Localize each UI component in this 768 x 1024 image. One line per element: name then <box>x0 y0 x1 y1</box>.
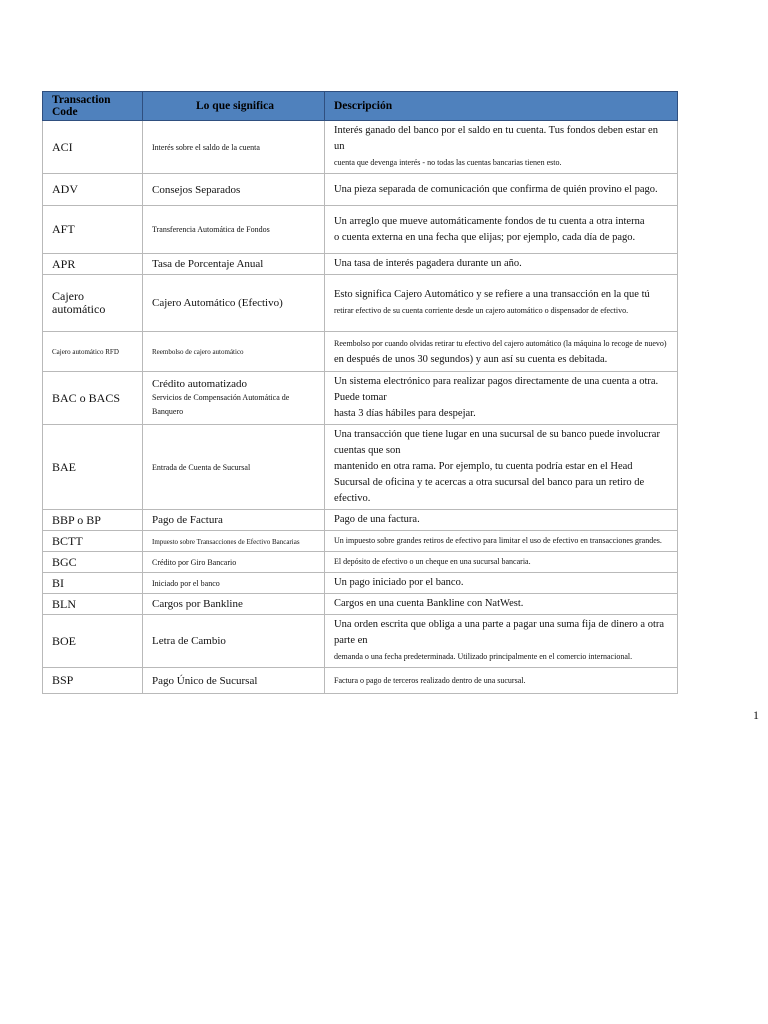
meaning-cell <box>143 425 325 510</box>
code-cell: BAC o BACS <box>43 372 143 425</box>
code-cell <box>43 332 143 372</box>
code-cell: BOE <box>43 615 143 668</box>
description-cell <box>325 594 678 615</box>
code-cell: BLN <box>43 594 143 615</box>
meaning-cell <box>143 552 325 573</box>
description-cell <box>325 372 678 425</box>
meaning-text: Transferencia Automática de Fondos <box>152 225 270 234</box>
description-line: hasta 3 días hábiles para despejar. <box>334 408 476 419</box>
description-cell <box>325 174 678 206</box>
description-cell <box>325 254 678 275</box>
code-cell: BGC <box>43 552 143 573</box>
description-line: en después de unos 30 segundos) y aun así su cuenta es debitada. <box>334 353 608 365</box>
description-line: o cuenta externa en una fecha que elijas; por ejemplo, cada día de pago. <box>334 231 636 243</box>
table-row <box>43 425 678 510</box>
meaning-cell <box>143 372 325 425</box>
description-line: Una orden escrita que obliga a una parte a pagar una suma fija de dinero a otra parte en <box>334 619 665 646</box>
meaning-cell: Pago de Factura <box>143 510 325 531</box>
description-cell <box>325 510 678 531</box>
description-line: Una tasa de interés pagadera durante un año. <box>334 258 522 269</box>
table-row <box>43 275 678 332</box>
description-line: Una pieza separada de comunicación que confirma de quién provino el pago. <box>334 183 658 195</box>
table-row <box>43 332 678 372</box>
description-line: Un impuesto sobre grandes retiros de efectivo para limitar el uso de efectivo en transacciones grandes. <box>334 536 662 545</box>
description-line: Sucursal de oficina y te acercas a otra sucursal del banco para un retiro de efectivo. <box>334 477 645 504</box>
meaning-text: Entrada de Cuenta de Sucursal <box>152 462 251 472</box>
description-cell <box>325 332 678 372</box>
table-row <box>43 615 678 668</box>
description-cell <box>325 573 678 594</box>
description-line: Cargos en una cuenta Bankline con NatWest. <box>334 598 524 609</box>
table-row <box>43 510 678 531</box>
description-line: retirar efectivo de su cuenta corriente desde un cajero automático o dispensador de efectivo. <box>334 306 629 315</box>
page-number: 1 <box>753 708 759 722</box>
table-row <box>43 552 678 573</box>
transaction-codes-table <box>42 91 678 694</box>
meaning-line: Servicios de Compensación Automática de Banquero <box>152 393 290 416</box>
description-cell <box>325 615 678 668</box>
code-cell: ADV <box>43 174 143 206</box>
meaning-cell <box>143 121 325 174</box>
table-row <box>43 254 678 275</box>
description-cell <box>325 275 678 332</box>
header-description: Descripción <box>325 92 678 121</box>
meaning-cell <box>143 531 325 552</box>
meaning-cell: Consejos Separados <box>143 174 325 206</box>
description-line: Un sistema electrónico para realizar pagos directamente de una cuenta a otra. Puede tomar <box>334 376 659 403</box>
table-row <box>43 372 678 425</box>
table-row <box>43 573 678 594</box>
description-cell <box>325 552 678 573</box>
meaning-cell <box>143 206 325 254</box>
description-line: Esto significa Cajero Automático y se refiere a una transacción en la que tú <box>334 289 650 300</box>
description-line: mantenido en otra rama. Por ejemplo, tu cuenta podría estar en el Head <box>334 461 633 472</box>
description-line: Pago de una factura. <box>334 514 420 525</box>
table-header-row <box>43 92 678 121</box>
code-cell: BSP <box>43 668 143 694</box>
table-row <box>43 668 678 694</box>
header-transaction-code: Transaction Code <box>43 92 143 121</box>
description-line: demanda o una fecha predeterminada. Utilizado principalmente en el comercio internacional. <box>334 652 633 661</box>
table-row <box>43 531 678 552</box>
code-cell: AFT <box>43 206 143 254</box>
meaning-cell: Cargos por Bankline <box>143 594 325 615</box>
table-row <box>43 594 678 615</box>
code-text: Cajero automático RFD <box>52 348 119 356</box>
meaning-text: Interés sobre el saldo de la cuenta <box>152 142 260 152</box>
description-cell <box>325 531 678 552</box>
code-cell: APR <box>43 254 143 275</box>
description-line: El depósito de efectivo o un cheque en una sucursal bancaria. <box>334 557 531 566</box>
description-line: Interés ganado del banco por el saldo en tu cuenta. Tus fondos deben estar en un <box>334 125 658 152</box>
description-cell <box>325 425 678 510</box>
meaning-text: Crédito por Giro Bancario <box>152 557 237 567</box>
description-line: Reembolso por cuando olvidas retirar tu efectivo del cajero automático (la máquina lo recoge de nuevo) <box>334 338 667 348</box>
meaning-cell: Cajero Automático (Efectivo) <box>143 275 325 332</box>
meaning-cell <box>143 573 325 594</box>
description-line: cuenta que devenga interés - no todas las cuentas bancarias tienen esto. <box>334 158 562 167</box>
code-cell: BAE <box>43 425 143 510</box>
code-cell: ACI <box>43 121 143 174</box>
description-cell <box>325 121 678 174</box>
code-cell: BBP o BP <box>43 510 143 531</box>
description-line: Factura o pago de terceros realizado dentro de una sucursal. <box>334 675 526 685</box>
meaning-cell: Pago Único de Sucursal <box>143 668 325 694</box>
table-row <box>43 121 678 174</box>
code-cell: BI <box>43 573 143 594</box>
meaning-text: Iniciado por el banco <box>152 578 220 588</box>
meaning-cell: Tasa de Porcentaje Anual <box>143 254 325 275</box>
description-line: Una transacción que tiene lugar en una sucursal de su banco puede involucrar cuentas que son <box>334 429 660 456</box>
table-row <box>43 206 678 254</box>
meaning-cell <box>143 332 325 372</box>
meaning-text: Reembolso de cajero automático <box>152 348 244 356</box>
table-row <box>43 174 678 206</box>
code-cell: BCTT <box>43 531 143 552</box>
meaning-line: Crédito automatizado <box>152 378 247 390</box>
description-line: Un pago iniciado por el banco. <box>334 577 464 588</box>
code-cell: Cajero automático <box>43 275 143 332</box>
meaning-text: Impuesto sobre Transacciones de Efectivo Bancarias <box>152 537 300 546</box>
meaning-cell: Letra de Cambio <box>143 615 325 668</box>
description-line: Un arreglo que mueve automáticamente fondos de tu cuenta a otra interna <box>334 215 645 227</box>
description-cell <box>325 206 678 254</box>
description-cell <box>325 668 678 694</box>
header-meaning: Lo que significa <box>143 92 325 121</box>
